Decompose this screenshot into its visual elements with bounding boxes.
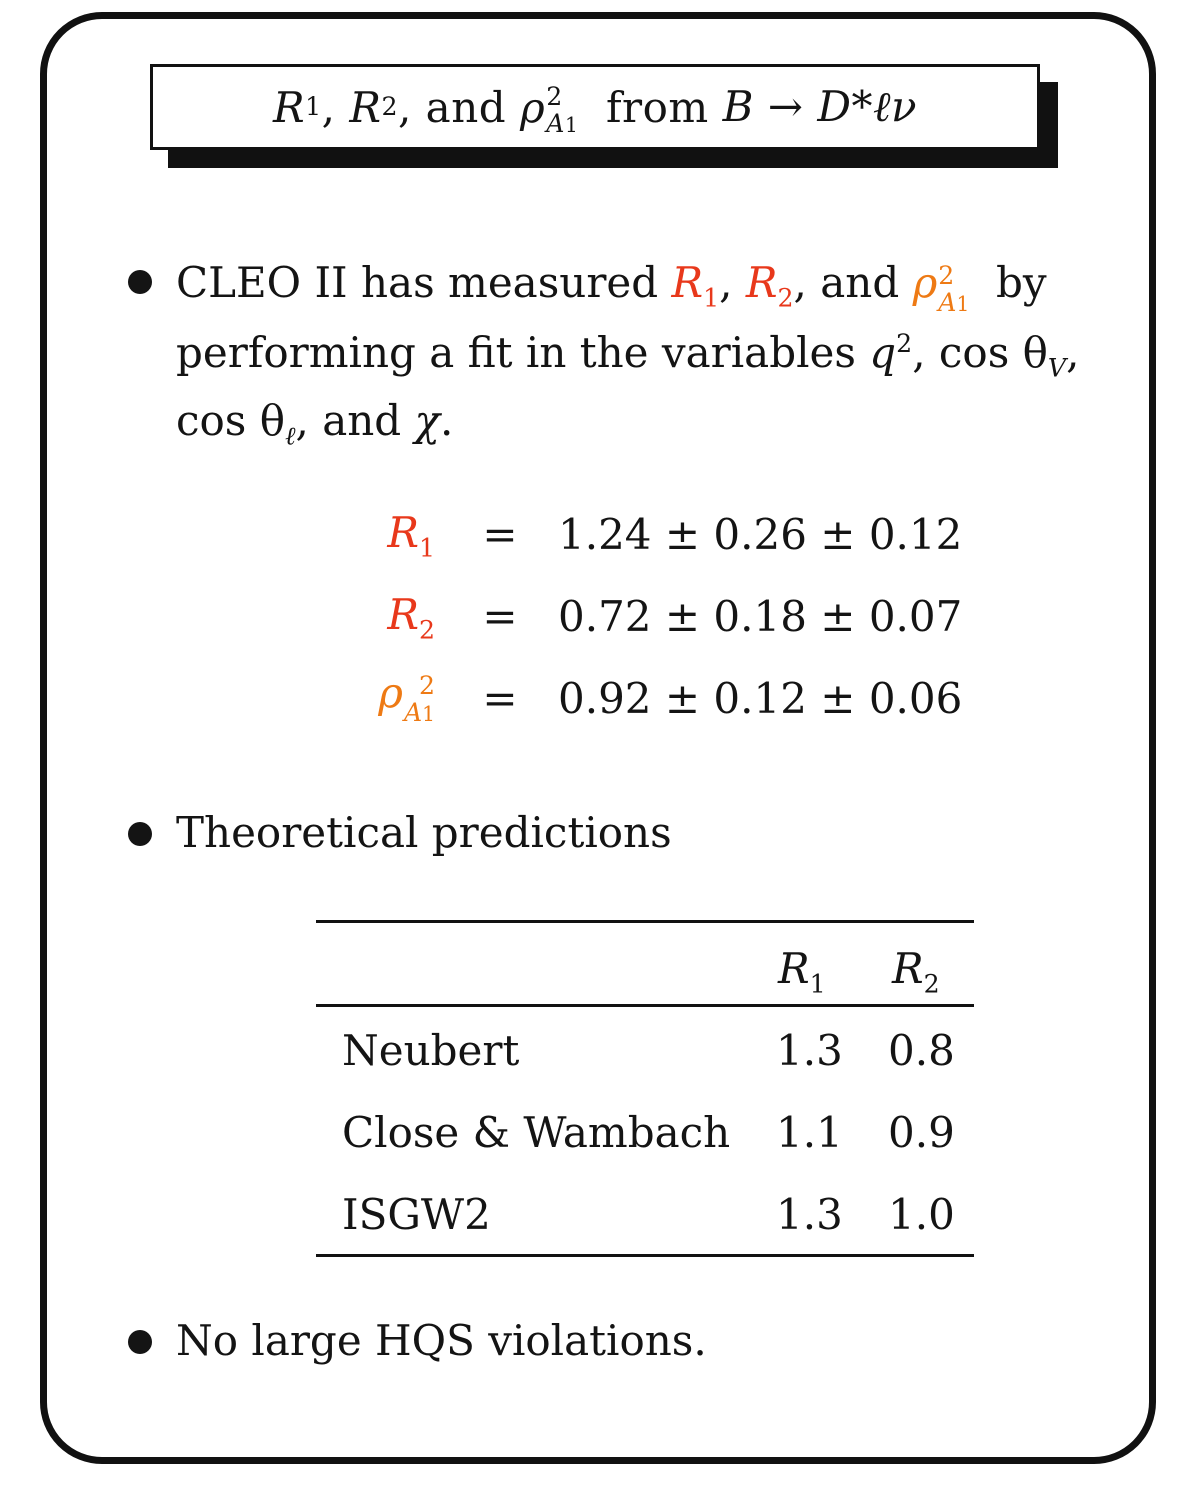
eq3-value: 0.92 ± 0.12 ± 0.06: [558, 674, 963, 723]
eq3-sign: =: [482, 674, 518, 723]
eq1-sym: R: [387, 508, 419, 557]
bullet1-rho-sub: A: [938, 288, 957, 317]
bullet1-cosv: , cos θ: [912, 328, 1048, 377]
bullet1-rho: ρ: [912, 258, 938, 307]
bullet1-line3: [176, 386, 453, 456]
bullet1-line2: [176, 318, 1079, 388]
bullet-dot-2: [128, 822, 152, 846]
table-bottom-rule: [316, 1254, 974, 1257]
th-r2-sub: 2: [923, 969, 940, 999]
eq2-sign: =: [482, 592, 518, 641]
eq2-lhs: [340, 590, 435, 645]
title-and: , and: [397, 82, 507, 132]
table-row-3-r2: 1.0: [888, 1190, 955, 1239]
eq3-sup: 2: [418, 670, 435, 700]
bullet1-rho-sup: 2: [938, 260, 955, 290]
bullet1-comma: ,: [719, 258, 733, 307]
table-row-3-model: ISGW2: [342, 1190, 491, 1239]
bullet-dot-1: [128, 270, 152, 294]
table-top-rule: [316, 920, 974, 923]
bullet1-line2-text: performing a fit in the variables: [176, 328, 856, 377]
bullet1-q: q: [869, 328, 897, 377]
th-r2-sym: R: [892, 944, 924, 993]
bullet1-r1: R: [671, 258, 704, 307]
bullet1-r2-sub: 2: [777, 283, 794, 313]
table-header-r1: [778, 944, 826, 999]
bullet1-l-sub: ℓ: [285, 421, 296, 451]
title-from: from: [605, 82, 709, 132]
table-row-1-r2: 0.8: [888, 1026, 955, 1075]
title-rho-sup: 2: [546, 81, 563, 111]
table-row-2-model: Close & Wambach: [342, 1108, 731, 1157]
bullet3-text: No large HQS violations.: [176, 1316, 707, 1365]
title-r1: R: [272, 82, 306, 132]
eq1-lhs: [340, 508, 435, 563]
bullet1-r1-sub: 1: [703, 283, 720, 313]
bullet1-r2: R: [745, 258, 778, 307]
table-row-2-r1: 1.1: [776, 1108, 843, 1157]
eq2-sub: 2: [418, 615, 435, 645]
th-r1-sub: 1: [809, 969, 826, 999]
slide-title: R 1 , R 2 , and ρ 2 A1 from B → D*ℓν: [150, 64, 1040, 150]
bullet1-cosl: cos θ: [176, 396, 285, 445]
bullet1-by: by: [996, 258, 1047, 307]
title-rho-sub2: 1: [564, 113, 579, 137]
eq1-sub: 1: [418, 533, 435, 563]
bullet1-rho-sub2: 1: [956, 292, 970, 316]
bullet1-and: , and: [793, 258, 900, 307]
bullet1-line1: [176, 248, 1047, 318]
eq3-sub2: 1: [422, 702, 435, 726]
title-sep: ,: [321, 82, 336, 132]
table-header-r2: [892, 944, 940, 999]
bullet1-q-sup: 2: [896, 329, 913, 358]
table-row-2-r2: 0.9: [888, 1108, 955, 1157]
th-r1-sym: R: [778, 944, 810, 993]
table-row-1-r1: 1.3: [776, 1026, 843, 1075]
eq3-sub: A: [403, 698, 423, 727]
bullet1-line3-rest: , and: [295, 396, 402, 445]
table-row-3-r1: 1.3: [776, 1190, 843, 1239]
eq3-lhs: [340, 668, 435, 727]
slide-frame: [40, 12, 1156, 1464]
bullet1-comma2: ,: [1066, 328, 1080, 377]
eq2-sym: R: [387, 590, 419, 639]
bullet2-text: Theoretical predictions: [176, 808, 672, 857]
bullet1-chi: χ: [414, 396, 440, 445]
title-r2: R: [349, 82, 382, 132]
eq1-sign: =: [482, 510, 518, 559]
title-rho-sub: A: [546, 109, 565, 138]
eq2-value: 0.72 ± 0.18 ± 0.07: [558, 592, 963, 641]
bullet-dot-3: [128, 1330, 152, 1354]
eq3-sym: ρ: [378, 668, 403, 717]
bullet1-period: .: [440, 396, 454, 445]
title-decay: B → D*ℓν: [722, 82, 918, 131]
table-header-rule: [316, 1004, 974, 1007]
bullet1-v-sub: V: [1047, 353, 1067, 383]
bullet1-pre: CLEO II has measured: [176, 258, 659, 307]
title-rho: ρ: [520, 82, 546, 132]
table-row-1-model: Neubert: [342, 1026, 520, 1075]
eq1-value: 1.24 ± 0.26 ± 0.12: [558, 510, 963, 559]
